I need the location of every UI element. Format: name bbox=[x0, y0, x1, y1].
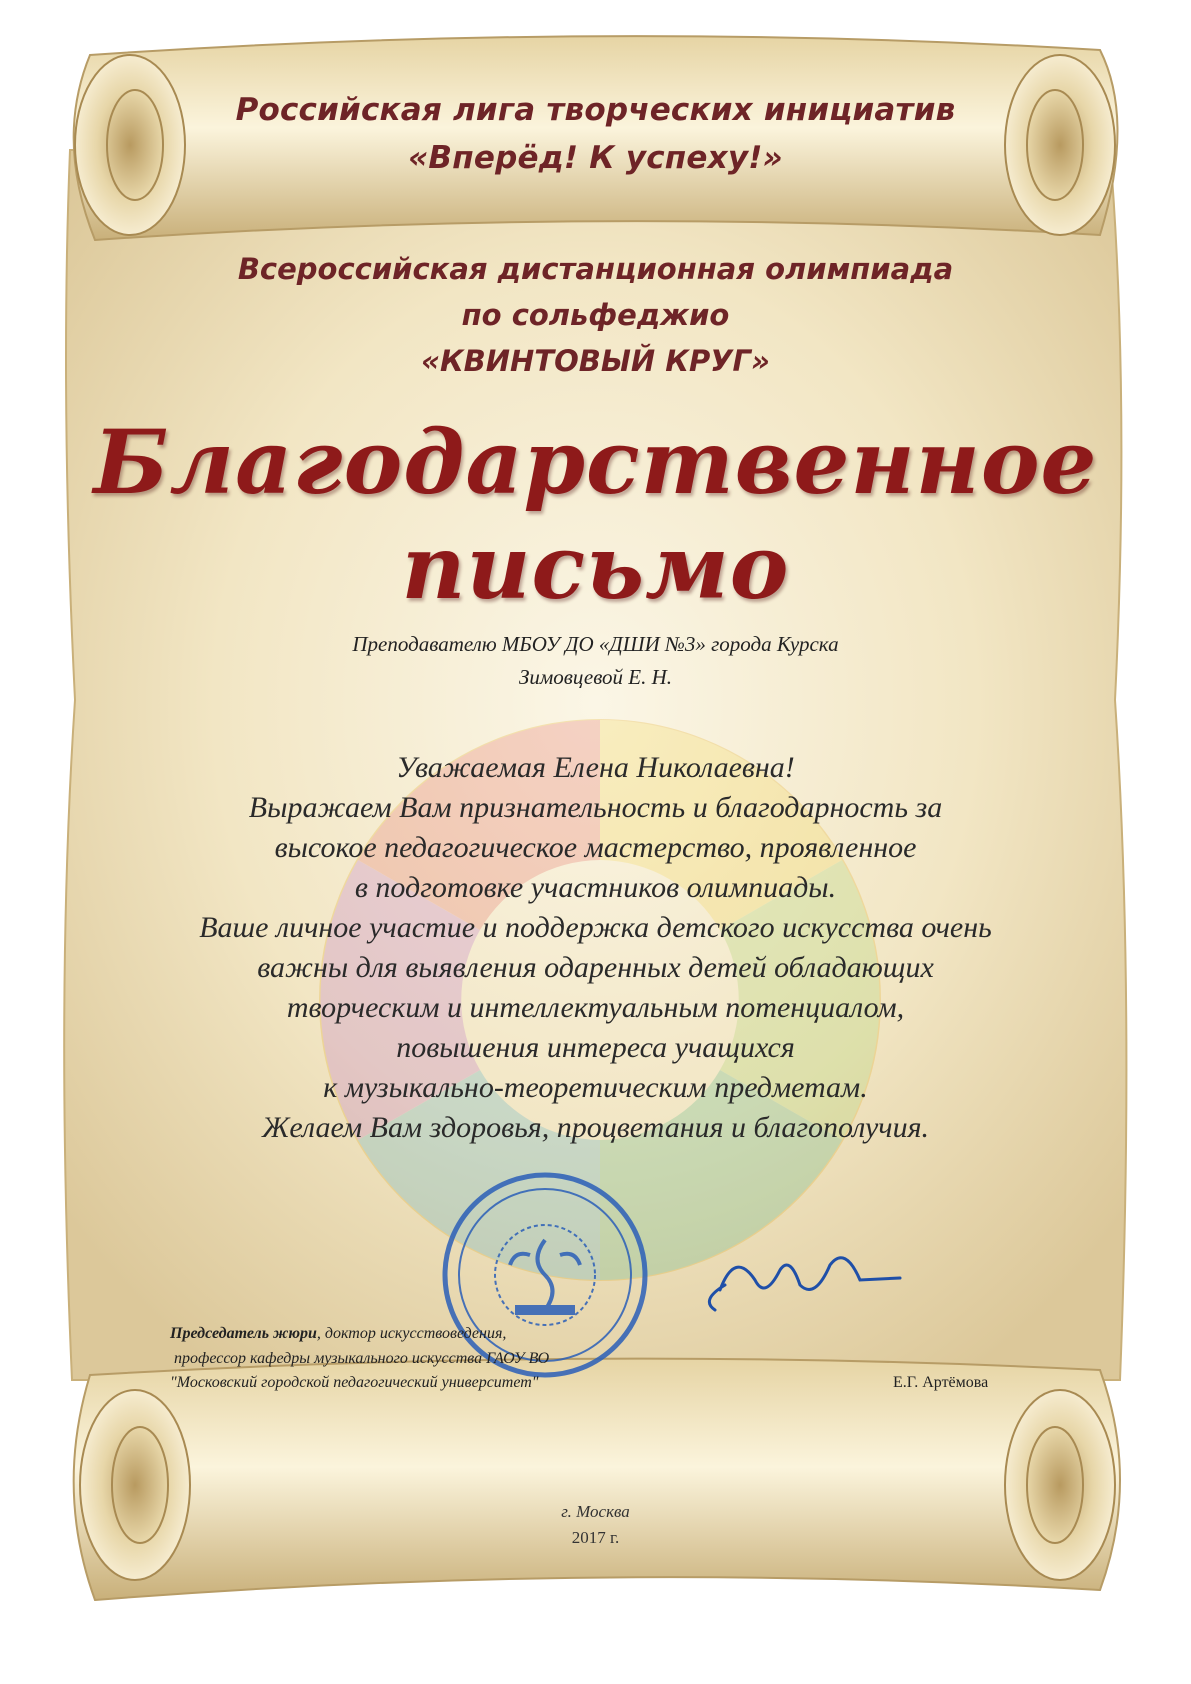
body-line: Выражаем Вам признательность и благодарность за bbox=[248, 791, 943, 824]
olympiad-title: Всероссийская дистанционная олимпиада bbox=[237, 252, 954, 286]
recipient-position: Преподавателю МБОУ ДО «ДШИ №3» города Курска bbox=[352, 632, 839, 656]
body-line: в подготовке участников олимпиады. bbox=[354, 871, 837, 904]
recipient-name: Зимовцевой Е. Н. bbox=[518, 665, 673, 689]
body-line: к музыкально-теоретическим предметам. bbox=[323, 1071, 868, 1104]
olympiad-subject: по сольфеджио bbox=[461, 298, 730, 332]
body-line: высокое педагогическое мастерство, проявленное bbox=[274, 831, 917, 864]
body-line: творческим и интеллектуальным потенциалом, bbox=[286, 991, 905, 1024]
signer-name: Е.Г. Артёмова bbox=[893, 1374, 989, 1391]
signer-role bbox=[170, 1325, 506, 1343]
body-line: Ваше личное участие и поддержка детского искусства очень bbox=[199, 911, 992, 944]
signer-university: "Московский городской педагогический университет" bbox=[170, 1374, 539, 1391]
signer-role-bold: Председатель жюри bbox=[170, 1325, 317, 1342]
body-line: важны для выявления одаренных детей обладающих bbox=[257, 951, 934, 984]
organization-motto: «Вперёд! К успеху!» bbox=[408, 140, 783, 176]
footer-year: 2017 г. bbox=[571, 1528, 620, 1547]
body-line: Уважаемая Елена Николаевна! bbox=[396, 751, 795, 784]
organization-name: Российская лига творческих инициатив bbox=[235, 92, 956, 128]
olympiad-name: «КВИНТОВЫЙ КРУГ» bbox=[421, 344, 770, 378]
body-line: повышения интереса учащихся bbox=[396, 1031, 795, 1064]
body-line: Желаем Вам здоровья, процветания и благополучия. bbox=[261, 1111, 930, 1144]
letter-body bbox=[0, 748, 1191, 1148]
signer-position: профессор кафедры музыкального искусства ГАОУ ВО bbox=[174, 1350, 550, 1367]
signer-role-rest: , доктор искусствоведения, bbox=[316, 1325, 507, 1342]
footer-city: г. Москва bbox=[561, 1502, 630, 1521]
document-title-line2: письмо bbox=[401, 515, 790, 619]
document-title-line1: Благодарственное bbox=[93, 410, 1098, 514]
